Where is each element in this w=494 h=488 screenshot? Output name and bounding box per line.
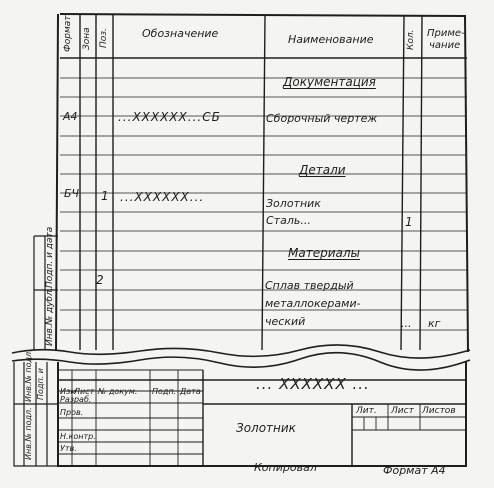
header-note-2: чание [429,40,461,51]
tb-role-razrab: Разраб. [60,395,92,404]
header-designation: Обозначение [142,27,219,40]
tb-sheets: Листов [422,406,456,416]
row-b4-designation: ...ХХХХХХ... [120,190,205,204]
side-label-upper: Подп. и дата [45,226,55,288]
header-zone: Зона [82,27,92,50]
row-mat-note: кг [428,317,441,330]
row-b4-format: БЧ [64,187,80,200]
footer-copied: Копировал [254,461,317,474]
tb-col-sign: Подп. [152,387,177,396]
tb-col-docnum: № докум. [98,387,138,396]
row-mat-pos: 2 [96,273,104,287]
header-format: Формат [63,15,73,52]
row-mat-name-1: Сплав твердый [265,279,354,292]
header-pos: Поз. [99,28,109,48]
row-steel-name: Сталь... [266,214,311,227]
header-name: Наименование [288,33,374,46]
footer-format: Формат А4 [383,464,446,477]
section-materials: Материалы [288,246,360,260]
row-a4-designation: ...ХХХХХХ...СБ [118,110,221,124]
header-note-1: Приме- [427,28,465,39]
side-label-lower-prefix-2: Инв.№ подл. [24,407,33,460]
tb-col-izm: Изм [60,387,77,396]
tb-name: Золотник [236,421,296,435]
row-a4-name: Сборочный чертеж [266,112,378,125]
tb-sheet: Лист [391,406,414,416]
tb-col-list: Лист [74,387,95,396]
section-documentation: Документация [283,75,376,89]
tb-role-utv: Утв. [60,444,77,453]
row-mat-qty: ... [401,317,412,330]
row-steel-qty: 1 [405,215,413,229]
section-parts: Детали [299,163,346,177]
tb-designation: ... ХХХХХХ ... [256,375,370,393]
side-label-lower: Подп. и [36,368,45,400]
side-label-upper-prefix: Инв.№ дубл. [45,287,55,346]
tb-col-date: Дата [180,387,201,396]
row-mat-name-2: металлокерами- [265,297,361,310]
side-label-lower-prefix: Инв.№ подл. [24,349,33,402]
tb-role-nkontr: Н.контр. [60,432,96,441]
tb-role-prov: Пров. [60,408,84,417]
header-qty: Кол. [406,29,416,50]
row-a4-format: А4 [63,110,78,123]
row-b4-pos: 1 [101,189,109,203]
row-mat-name-3: ческий [265,315,306,328]
row-b4-name: Золотник [266,197,321,210]
tb-lit: Лит. [356,406,377,416]
